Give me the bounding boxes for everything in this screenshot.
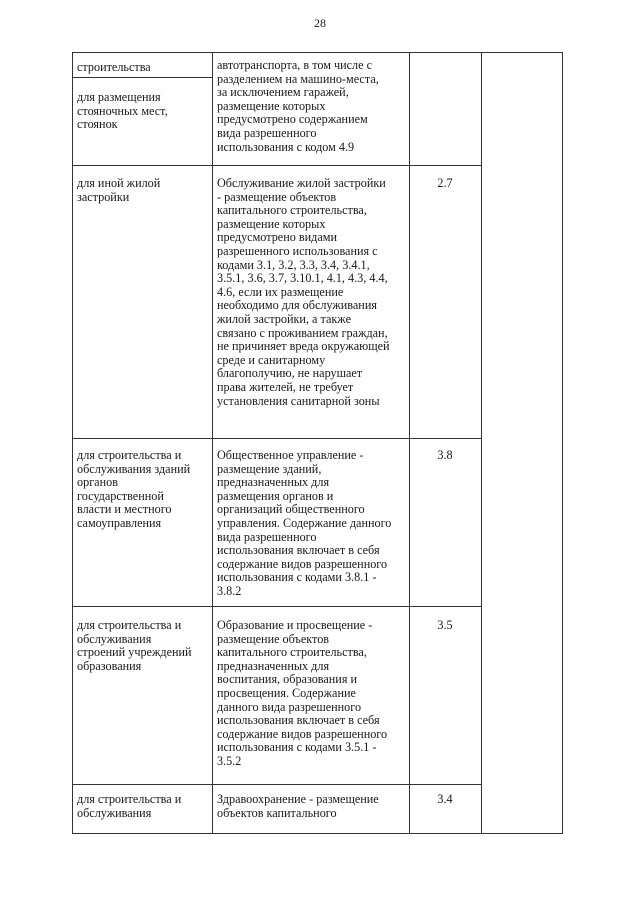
table-cell-type: [77, 449, 208, 531]
text-line: власти и местного: [77, 502, 172, 517]
text-line: строительства: [77, 60, 151, 74]
table-cell-description: [217, 793, 405, 820]
table-cell-description: [217, 619, 405, 769]
text-line: содержание видов разрешенного: [217, 726, 388, 741]
row-divider: [73, 606, 481, 607]
text-line: жилой застройки, а также: [217, 311, 351, 326]
text-line: обслуживания зданий: [77, 461, 191, 476]
text-line: стояночных мест,: [77, 103, 168, 118]
text-line: данного вида разрешенного: [217, 699, 362, 714]
text-line: разделением на машино-места,: [217, 71, 379, 86]
text-line: вида разрешенного: [217, 529, 317, 544]
text-line: предназначенных для: [217, 658, 330, 673]
text-line: 3.5.1, 3.6, 3.7, 3.10.1, 4.1, 4.3, 4.4,: [217, 271, 388, 286]
text-line: образования: [77, 658, 142, 673]
text-line: государственной: [77, 488, 164, 503]
table-cell-type: [77, 177, 208, 204]
text-line: объектов капитального: [217, 805, 337, 820]
text-line: использования с кодами 3.8.1 -: [217, 570, 377, 585]
table-cell-description: [217, 59, 405, 154]
text-line: Обслуживание жилой застройки: [217, 176, 386, 190]
table-cell-code: 3.5: [437, 618, 453, 632]
text-line: за исключением гаражей,: [217, 85, 349, 100]
text-line: необходимо для обслуживания: [217, 298, 377, 313]
text-line: 3.8.2: [217, 583, 242, 598]
text-line: для размещения: [77, 90, 161, 104]
text-line: разрешенного использования с: [217, 243, 378, 258]
text-line: размещение зданий,: [217, 461, 322, 476]
text-line: управления. Содержание данного: [217, 515, 392, 530]
text-line: предусмотрено содержанием: [217, 112, 368, 127]
text-line: застройки: [77, 189, 130, 204]
text-line: размещение которых: [217, 216, 326, 231]
table-cell-type: [77, 619, 208, 673]
row-divider: [73, 438, 481, 439]
row-divider: [73, 165, 481, 166]
land-use-table: [72, 52, 563, 834]
table-cell-type: [77, 91, 208, 132]
text-line: Здравоохранение - размещение: [217, 792, 379, 806]
text-line: права жителей, не требует: [217, 379, 354, 394]
table-cell-description: [217, 449, 405, 599]
text-line: установления санитарной зоны: [217, 393, 380, 408]
text-line: использования с кодом 4.9: [217, 139, 355, 154]
text-line: самоуправления: [77, 515, 162, 530]
text-line: 4.6, если их размещение: [217, 284, 344, 299]
table-cell-description: [217, 177, 405, 408]
text-line: стоянок: [77, 117, 118, 132]
text-line: органов: [77, 475, 118, 490]
text-line: среде и санитарному: [217, 352, 326, 367]
column-divider: [212, 53, 213, 833]
text-line: размещение которых: [217, 98, 326, 113]
text-line: не причиняет вреда окружающей: [217, 339, 390, 354]
text-line: обслуживания: [77, 805, 152, 820]
text-line: для строительства и: [77, 792, 182, 806]
row-divider: [73, 77, 212, 78]
column-divider: [481, 53, 482, 833]
text-line: связано с проживанием граждан,: [217, 325, 388, 340]
text-line: благополучию, не нарушает: [217, 366, 363, 381]
text-line: - размещение объектов: [217, 189, 337, 204]
page-number: 28: [314, 16, 326, 30]
text-line: использования включает в себя: [217, 713, 380, 728]
text-line: использования включает в себя: [217, 543, 380, 558]
row-divider: [73, 784, 481, 785]
table-cell-type: [77, 61, 208, 75]
text-line: просвещения. Содержание: [217, 685, 356, 700]
text-line: обслуживания: [77, 631, 152, 646]
table-cell-code: 2.7: [437, 176, 453, 190]
text-line: для иной жилой: [77, 176, 161, 190]
text-line: для строительства и: [77, 448, 182, 462]
text-line: 3.5.2: [217, 753, 242, 768]
table-cell-code: 3.8: [437, 448, 453, 462]
text-line: вида разрешенного: [217, 125, 317, 140]
text-line: воспитания, образования и: [217, 672, 358, 687]
text-line: кодами 3.1, 3.2, 3.3, 3.4, 3.4.1,: [217, 257, 370, 272]
text-line: капитального строительства,: [217, 203, 367, 218]
text-line: использования с кодами 3.5.1 -: [217, 740, 377, 755]
column-divider: [409, 53, 410, 833]
text-line: размещения органов и: [217, 488, 334, 503]
text-line: предназначенных для: [217, 475, 330, 490]
text-line: автотранспорта, в том числе с: [217, 58, 372, 72]
text-line: Образование и просвещение -: [217, 618, 373, 632]
text-line: содержание видов разрешенного: [217, 556, 388, 571]
table-cell-code: 3.4: [437, 792, 453, 806]
table-cell-type: [77, 793, 208, 820]
text-line: капитального строительства,: [217, 645, 367, 660]
text-line: предусмотрено видами: [217, 230, 337, 245]
text-line: размещение объектов: [217, 631, 330, 646]
text-line: для строительства и: [77, 618, 182, 632]
text-line: Общественное управление -: [217, 448, 364, 462]
text-line: строений учреждений: [77, 645, 192, 660]
text-line: организаций общественного: [217, 502, 365, 517]
